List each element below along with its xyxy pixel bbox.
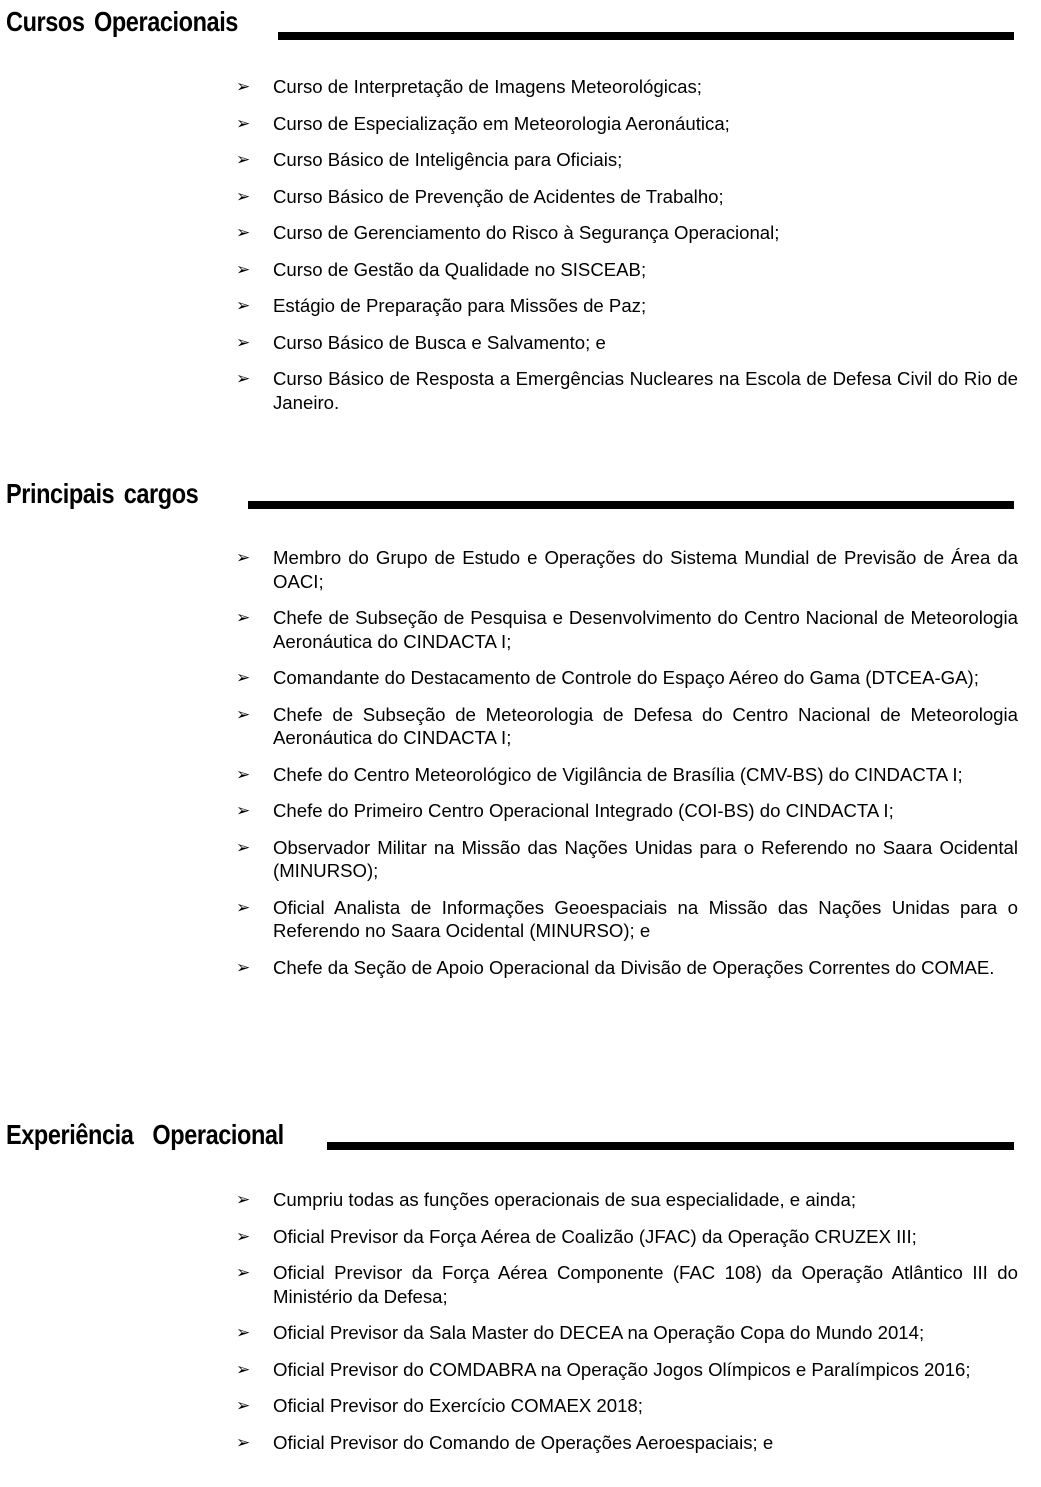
list-item [0,1358,1018,1382]
section-rule [278,32,1014,40]
list-item [0,763,1018,787]
list-item [0,148,1018,172]
section-rule [248,501,1014,509]
list-item [0,1261,1018,1308]
arrow-bullet-icon: ➢ [236,897,251,917]
list-item [0,703,1018,750]
list-item [0,836,1018,883]
arrow-bullet-icon: ➢ [236,77,251,96]
list-item-text: Curso Básico de Busca e Salvamento; e [273,331,606,353]
list-item-text: Membro do Grupo de Estudo e Operações do Sistema Mundial de Previsão de Área da OACI; [273,547,1018,592]
section-header [0,2,1041,42]
arrow-bullet-icon: ➢ [236,548,251,567]
arrow-bullet-icon: ➢ [236,704,251,724]
list-item [0,258,1018,282]
list-item-text: Comandante do Destacamento de Controle do Espaço Aéreo do Gama (DTCEA-GA); [273,667,979,688]
list-item [0,666,1018,690]
list-item-text: Curso de Interpretação de Imagens Meteorológicas; [273,76,702,97]
section-header [0,474,1041,514]
list-item [0,1394,1018,1418]
arrow-bullet-icon: ➢ [236,837,251,857]
arrow-bullet-icon: ➢ [236,150,251,169]
arrow-bullet-icon: ➢ [236,1359,251,1379]
list-item-text: Oficial Previsor da Força Aérea Componente (FAC 108) da Operação Atlântico III do Ministério da Defesa; [273,1262,1018,1307]
list-item-text: Oficial Previsor do Exercício COMAEX 2018; [273,1395,643,1416]
course-list [0,75,1041,414]
section-experiencia-operacional [0,1115,1041,1453]
list-item [0,367,1018,414]
list-item [0,294,1018,318]
list-item-text: Curso Básico de Prevenção de Acidentes de Trabalho; [273,185,724,207]
list-item-text: Chefe da Seção de Apoio Operacional da Divisão de Operações Correntes do COMAE. [273,956,995,978]
list-item-text: Curso de Gestão da Qualidade no SISCEAB; [273,258,647,280]
list-item [0,606,1018,653]
section-rule [327,1142,1014,1150]
arrow-bullet-icon: ➢ [236,1432,251,1452]
section-principais-cargos [0,474,1041,978]
arrow-bullet-icon: ➢ [236,1396,251,1415]
arrow-bullet-icon: ➢ [236,296,251,315]
arrow-bullet-icon: ➢ [236,801,251,820]
list-item-text: Oficial Previsor do Comando de Operações Aeroespaciais; e [273,1431,774,1453]
list-item-text: Oficial Previsor da Sala Master do DECEA na Operação Copa do Mundo 2014; [273,1322,925,1343]
list-item-text: Curso Básico de Resposta a Emergências Nucleares na Escola de Defesa Civil do Rio de Janeiro. [273,368,1018,413]
arrow-bullet-icon: ➢ [236,1190,251,1209]
arrow-bullet-icon: ➢ [236,668,251,687]
arrow-bullet-icon: ➢ [236,1263,251,1282]
list-item-text: Cumpriu todas as funções operacionais de sua especialidade, e ainda; [273,1189,856,1210]
arrow-bullet-icon: ➢ [236,113,251,133]
arrow-bullet-icon: ➢ [236,369,251,388]
list-item [0,896,1018,943]
arrow-bullet-icon: ➢ [236,608,251,627]
list-item-text: Curso de Especialização em Meteorologia Aeronáutica; [273,112,730,134]
list-item-text: Chefe do Centro Meteorológico de Vigilância de Brasília (CMV-BS) do CINDACTA I; [273,763,963,785]
list-item [0,185,1018,209]
section-title: Cursos Operacionais [6,6,238,37]
list-item [0,799,1018,823]
list-item [0,221,1018,245]
list-item-text: Chefe de Subseção de Pesquisa e Desenvolvimento do Centro Nacional de Meteorologia Aeronáutica do CINDACTA I; [273,607,1018,652]
arrow-bullet-icon: ➢ [236,1323,251,1342]
section-title: Experiência Operacional [6,1119,284,1150]
list-item-text: Estágio de Preparação para Missões de Paz; [273,295,647,316]
list-item [0,956,1018,980]
list-item-text: Chefe do Primeiro Centro Operacional Integrado (COI-BS) do CINDACTA I; [273,800,894,821]
list-item [0,1188,1018,1212]
list-item [0,1431,1018,1455]
list-item [0,546,1018,593]
list-item [0,1321,1018,1345]
section-header [0,1115,1041,1155]
list-item [0,75,1018,99]
experience-list [0,1188,1041,1454]
list-item-text: Oficial Previsor da Força Aérea de Coalizão (JFAC) da Operação CRUZEX III; [273,1225,917,1247]
list-item [0,112,1018,136]
section-cursos-operacionais [0,2,1041,413]
arrow-bullet-icon: ➢ [236,332,251,352]
arrow-bullet-icon: ➢ [236,259,251,279]
arrow-bullet-icon: ➢ [236,764,251,784]
list-item-text: Chefe de Subseção de Meteorologia de Defesa do Centro Nacional de Meteorologia Aeronáutica do CINDACTA I; [273,703,1018,748]
list-item [0,1225,1018,1249]
list-item-text: Observador Militar na Missão das Nações Unidas para o Referendo no Saara Ocidental (MINURSO); [273,836,1018,881]
list-item [0,331,1018,355]
arrow-bullet-icon: ➢ [236,957,251,977]
arrow-bullet-icon: ➢ [236,223,251,242]
position-list [0,546,1041,979]
list-item-text: Oficial Analista de Informações Geoespaciais na Missão das Nações Unidas para o Referendo no Saara Ocidental (MINURSO); e [273,896,1018,941]
section-title: Principais cargos [6,478,199,509]
arrow-bullet-icon: ➢ [236,186,251,206]
arrow-bullet-icon: ➢ [236,1226,251,1246]
list-item-text: Curso de Gerenciamento do Risco à Segurança Operacional; [273,222,780,243]
list-item-text: Curso Básico de Inteligência para Oficiais; [273,149,623,170]
list-item-text: Oficial Previsor do COMDABRA na Operação Jogos Olímpicos e Paralímpicos 2016; [273,1358,971,1380]
